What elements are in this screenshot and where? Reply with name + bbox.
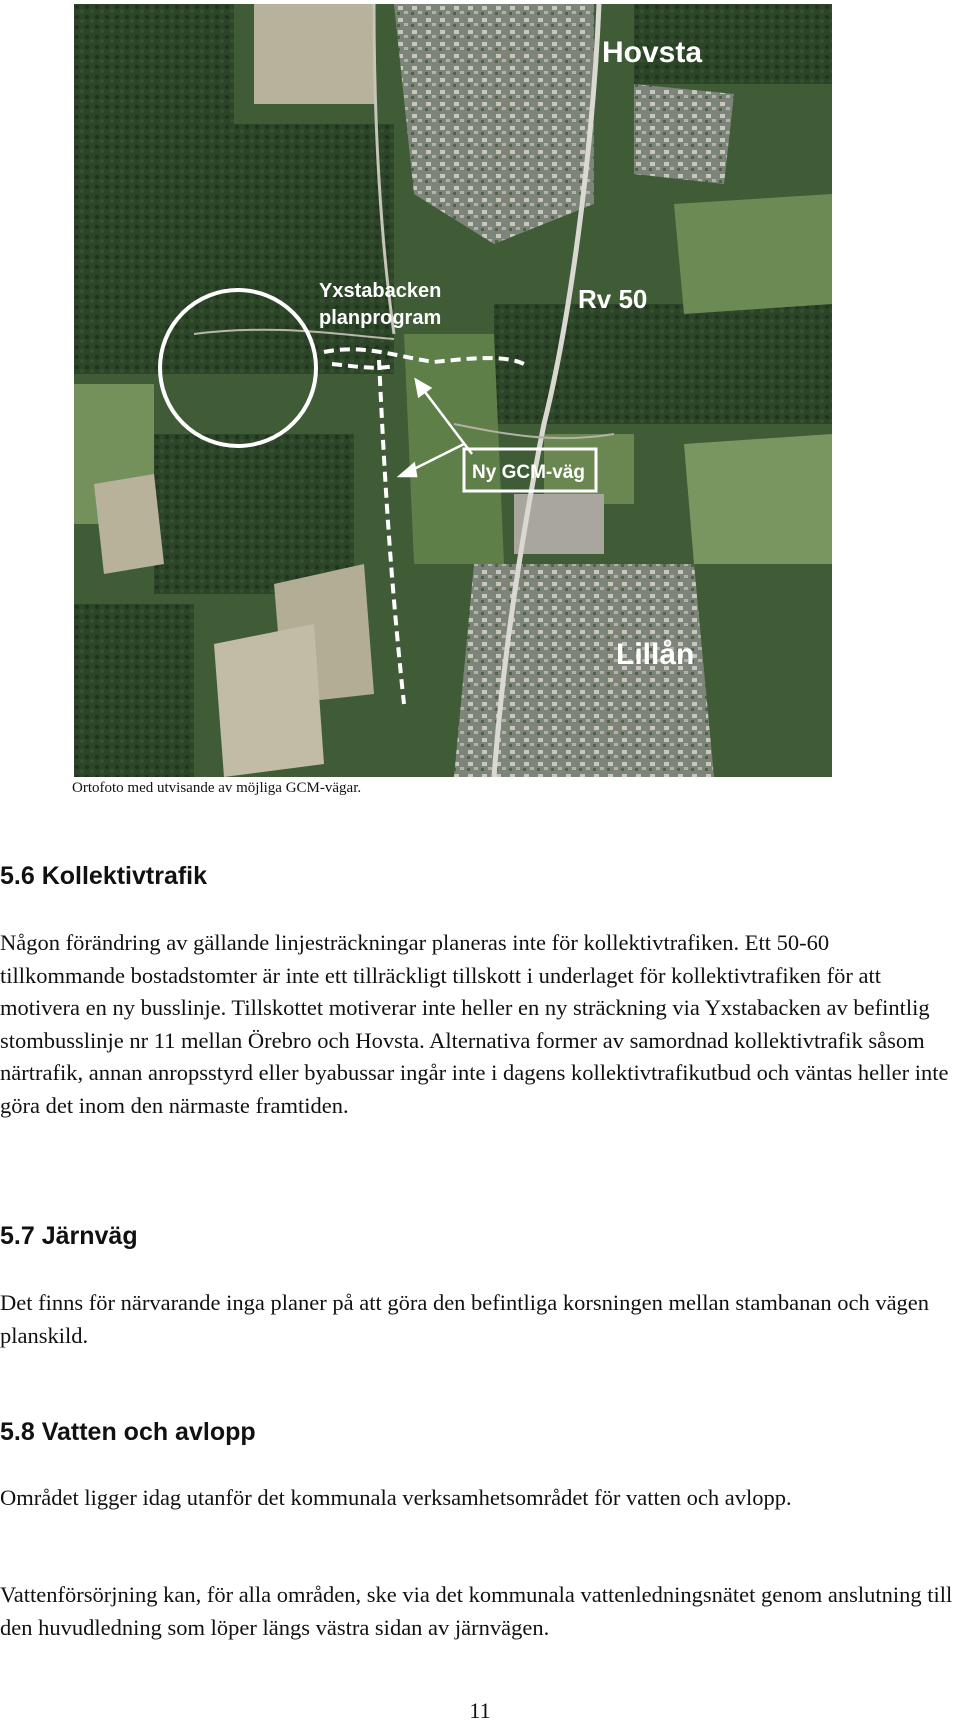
label-planprogram: planprogram xyxy=(319,307,442,329)
label-lillan: Lillån xyxy=(616,638,695,671)
orthophoto-map xyxy=(74,4,832,777)
page-number: 11 xyxy=(469,1698,491,1723)
label-hovsta: Hovsta xyxy=(602,36,703,69)
paragraph-kollektivtrafik: Någon förändring av gällande linjesträckningar planeras inte för kollektivtrafiken. Ett 50-60 tillkommande bostadstomter är inte ett tillräckligt tillskott i underlaget för kollektivtrafiken för att motivera en ny busslinje. Tillskottet motiverar inte heller en ny sträckning via Yxstabacken av befintlig stombusslinje nr 11 mellan Örebro och Hovsta. Alternativa former av samordnad kollektivtrafik såsom närtrafik, annan anropsstyrd eller byabussar ingår inte i dagens kollektivtrafikutbud och väntas heller inte göra det inom den närmaste framtiden. xyxy=(0,930,949,1118)
section-heading-vatten: 5.8 Vatten och avlopp xyxy=(0,1418,256,1446)
section-heading-jarnvag: 5.7 Järnväg xyxy=(0,1222,138,1250)
paragraph-vatten-1: Området ligger idag utanför det kommunala verksamhetsområdet för vatten och avlopp. xyxy=(0,1485,792,1510)
paragraph-vatten-2: Vattenförsörjning kan, för alla områden, ske via det kommunala vattenledningsnätet genom anslutning till den huvudledning som löper längs västra sidan av järnvägen. xyxy=(0,1582,953,1640)
figure-caption: Ortofoto med utvisande av möjliga GCM-vägar. xyxy=(72,780,362,796)
label-yxstabacken: Yxstabacken xyxy=(319,280,442,302)
label-rv50: Rv 50 xyxy=(578,284,648,314)
label-ny-gcm: Ny GCM-väg xyxy=(472,462,585,483)
map-graphic xyxy=(74,4,832,777)
section-heading-kollektivtrafik: 5.6 Kollektivtrafik xyxy=(0,862,208,890)
paragraph-jarnvag: Det finns för närvarande inga planer på att göra den befintliga korsningen mellan stambanan och vägen planskild. xyxy=(0,1290,930,1348)
